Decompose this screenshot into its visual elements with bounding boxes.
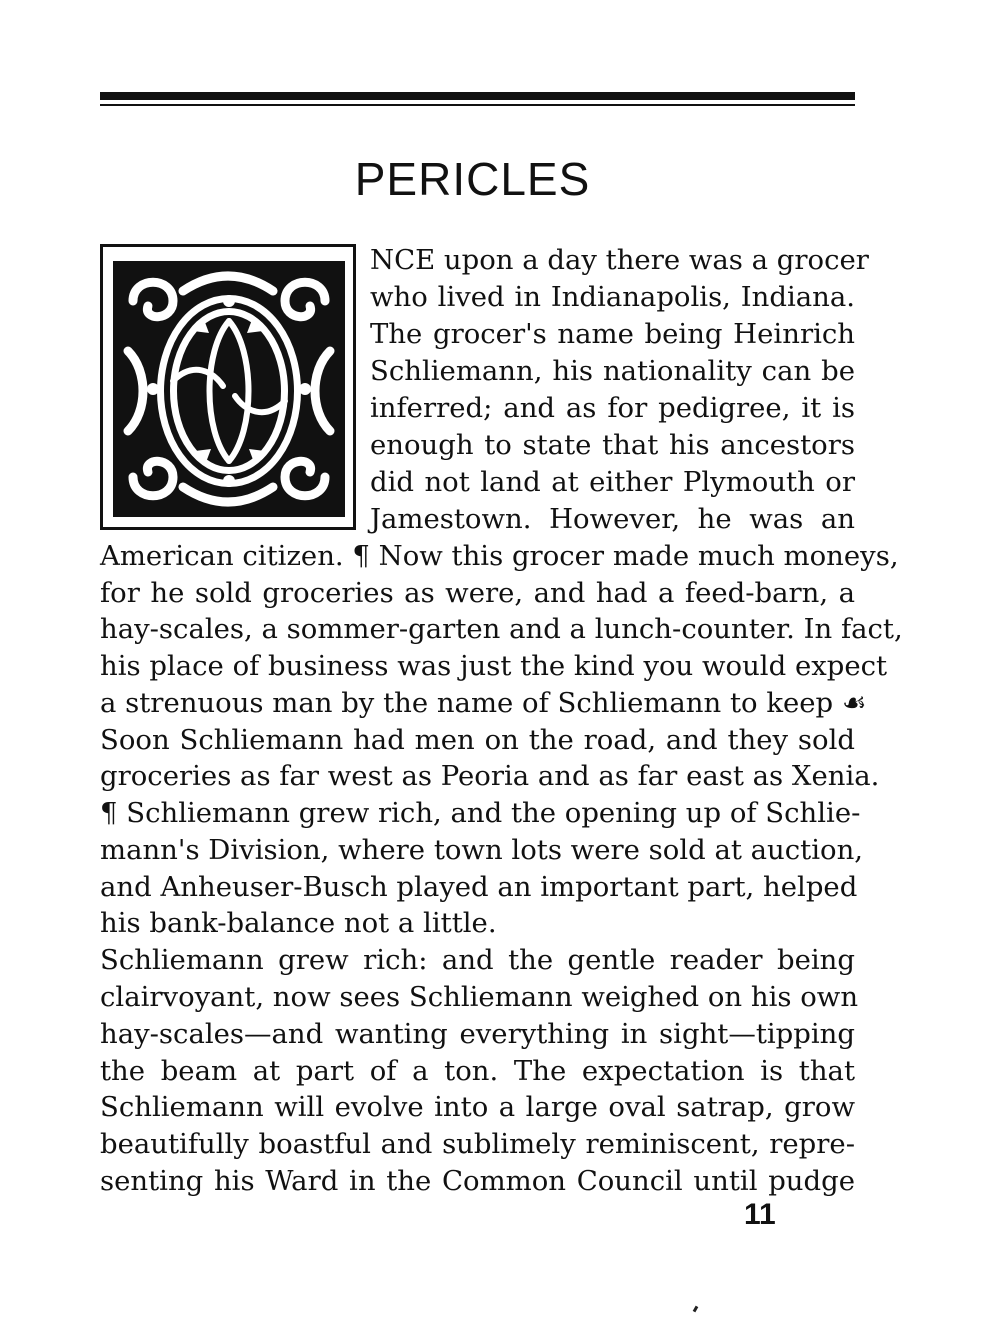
text-line: his bank-balance not a little.: [100, 907, 497, 939]
text-line: his place of business was just the kind you would expect: [100, 650, 888, 682]
text-line: Jamestown. However, he was an: [370, 503, 855, 535]
chapter-title: PERICLES: [354, 153, 591, 205]
text-line: Schliemann, his nationality can be: [370, 355, 855, 387]
header-rule-thin: [100, 104, 855, 106]
text-line: Soon Schliemann had men on the road, and they sold: [100, 724, 855, 756]
text-line: The grocer's name being Heinrich: [370, 318, 855, 350]
decorated-initial-o-icon: [113, 261, 345, 517]
text-line: mann's Division, where town lots were sold at auction,: [100, 834, 864, 866]
text-line: Schliemann will evolve into a large oval satrap, grow: [100, 1091, 855, 1123]
text-line: inferred; and as for pedigree, it is: [370, 392, 855, 424]
text-line: did not land at either Plymouth or: [370, 466, 855, 498]
print-speck: [693, 1306, 699, 1313]
text-line: hay-scales—and wanting everything in sight—tipping: [100, 1018, 855, 1050]
text-line: Schliemann grew rich: and the gentle reader being: [100, 944, 855, 976]
page-number: 11: [744, 1198, 776, 1231]
text-line: a strenuous man by the name of Schliemann to keep ☙: [100, 687, 867, 719]
text-line: for he sold groceries as were, and had a feed-barn, a: [100, 577, 855, 609]
text-line: clairvoyant, now sees Schliemann weighed on his own: [100, 981, 859, 1013]
header-rule-thick: [100, 92, 855, 100]
text-line: senting his Ward in the Common Council until pudge: [100, 1165, 855, 1197]
text-line: ¶ Schliemann grew rich, and the opening up of Schlie-: [100, 797, 861, 829]
text-line: and Anheuser-Busch played an important part, helped: [100, 871, 858, 903]
text-line: enough to state that his ancestors: [370, 429, 855, 461]
text-line: NCE upon a day there was a grocer: [370, 244, 869, 276]
decorated-initial: [100, 244, 356, 530]
text-line: beautifully boastful and sublimely reminiscent, repre-: [100, 1128, 855, 1160]
text-line: the beam at part of a ton. The expectation is that: [100, 1055, 855, 1087]
text-line: groceries as far west as Peoria and as far east as Xenia.: [100, 760, 880, 792]
text-line: American citizen. ¶ Now this grocer made much moneys,: [100, 540, 899, 572]
text-line: hay-scales, a sommer-garten and a lunch-counter. In fact,: [100, 613, 903, 645]
text-line: who lived in Indianapolis, Indiana.: [370, 281, 855, 313]
